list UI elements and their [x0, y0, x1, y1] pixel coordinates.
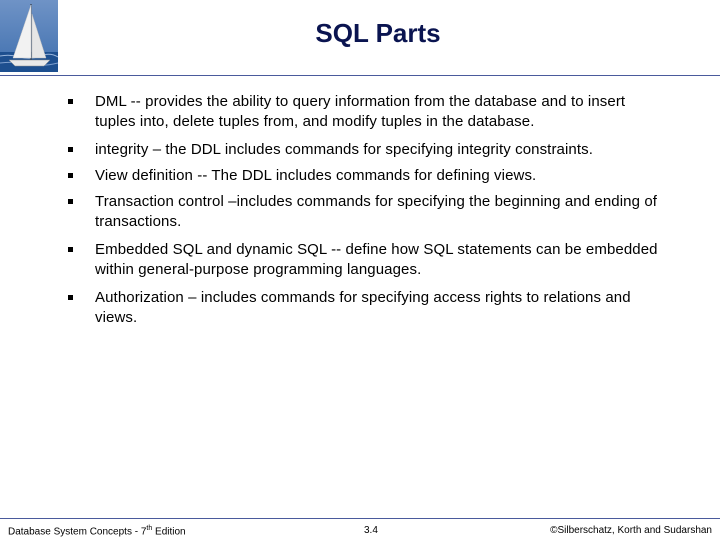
bullet-square-icon — [68, 295, 73, 300]
bullet-text: integrity – the DDL includes commands for specifying integrity constraints. — [95, 141, 593, 158]
bullet-text: Transaction control –includes commands for specifying the beginning and ending of transactions. — [95, 193, 658, 230]
bullet-text: DML -- provides the ability to query information from the database and to insert tuples into, delete tuples from, and modify tuples in the database. — [95, 93, 626, 130]
title-divider — [0, 75, 720, 76]
bullet-text: Embedded SQL and dynamic SQL -- define how SQL statements can be embedded within general-purpose programming languages. — [95, 241, 658, 278]
bullet-item — [63, 240, 663, 280]
bullet-square-icon — [68, 199, 73, 204]
bullet-text: Authorization – includes commands for specifying access rights to relations and views. — [95, 289, 631, 326]
bullet-item — [63, 140, 663, 160]
bullet-square-icon — [68, 99, 73, 104]
page-number: 3.4 — [364, 525, 378, 536]
footer-edition-text: Edition — [152, 526, 186, 538]
bullet-item — [63, 92, 663, 132]
footer-book-title-text: Database System Concepts - 7 — [8, 526, 147, 538]
bullet-text: View definition -- The DDL includes commands for defining views. — [95, 167, 537, 184]
footer-edition-superscript: th — [146, 525, 153, 532]
footer-divider — [0, 518, 720, 519]
bullet-square-icon — [68, 147, 73, 152]
bullet-list — [63, 92, 663, 328]
slide-title: SQL Parts — [315, 18, 441, 48]
bullet-item — [63, 288, 663, 328]
footer-copyright: ©Silberschatz, Korth and Sudarshan — [550, 525, 712, 536]
bullet-item — [63, 192, 663, 232]
bullet-item — [63, 166, 663, 186]
bullet-square-icon — [68, 247, 73, 252]
footer-book-title — [8, 525, 186, 537]
bullet-square-icon — [68, 173, 73, 178]
